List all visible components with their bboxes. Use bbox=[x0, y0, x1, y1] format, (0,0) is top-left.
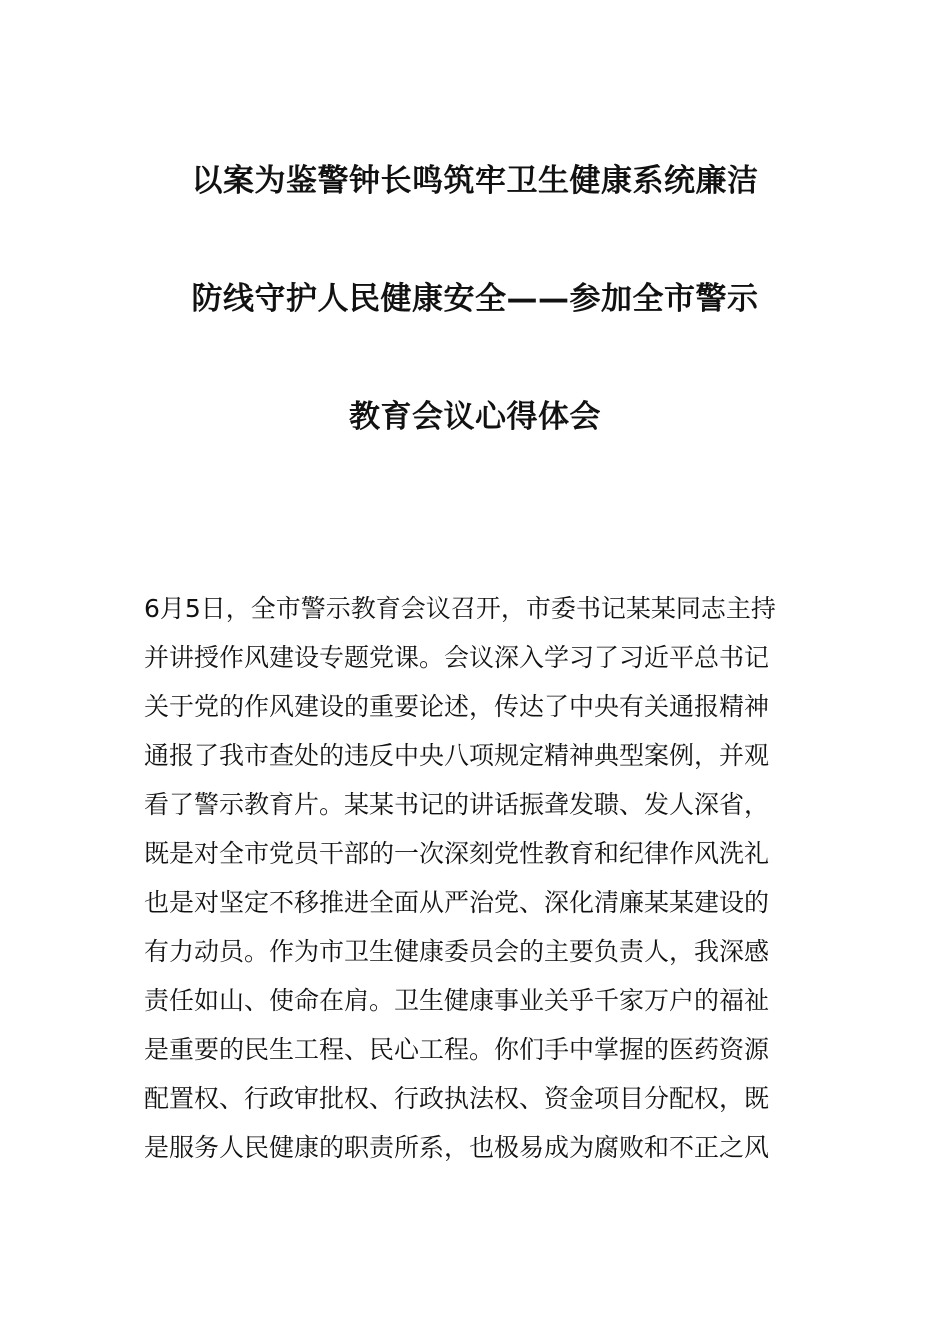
title-line-1: 以案为鉴警钟长鸣筑牢卫生健康系统廉洁 bbox=[191, 163, 759, 199]
body-line-8: 有力动员。作为市卫生健康委员会的主要负责人，我深感 bbox=[144, 937, 770, 966]
body-line-9: 责任如山、使命在肩。卫生健康事业关乎千家万户的福祉 bbox=[144, 986, 770, 1015]
body-line-12: 是服务人民健康的职责所系，也极易成为腐败和不正之风 bbox=[144, 1133, 770, 1162]
document-body bbox=[144, 584, 812, 1172]
title-line-3: 教育会议心得体会 bbox=[349, 399, 601, 435]
body-line-10: 是重要的民生工程、民心工程。你们手中掌握的医药资源 bbox=[144, 1035, 770, 1064]
title-line-2: 防线守护人民健康安全——参加全市警示 bbox=[191, 281, 759, 317]
body-line-5: 看了警示教育片。某某书记的讲话振聋发聩、发人深省， bbox=[144, 790, 770, 819]
body-line-2: 并讲授作风建设专题党课。会议深入学习了习近平总书记 bbox=[144, 643, 770, 672]
body-line-11: 配置权、行政审批权、行政执法权、资金项目分配权，既 bbox=[144, 1084, 770, 1113]
body-line-6: 既是对全市党员干部的一次深刻党性教育和纪律作风洗礼 bbox=[144, 839, 770, 868]
body-line-7: 也是对坚定不移推进全面从严治党、深化清廉某某建设的 bbox=[144, 888, 770, 917]
document-title bbox=[0, 152, 950, 506]
body-line-4: 通报了我市查处的违反中央八项规定精神典型案例，并观 bbox=[144, 741, 770, 770]
body-line-3: 关于党的作风建设的重要论述，传达了中央有关通报精神 bbox=[144, 692, 770, 721]
body-line-1: 6月5日，全市警示教育会议召开，市委书记某某同志主持 bbox=[144, 594, 776, 623]
